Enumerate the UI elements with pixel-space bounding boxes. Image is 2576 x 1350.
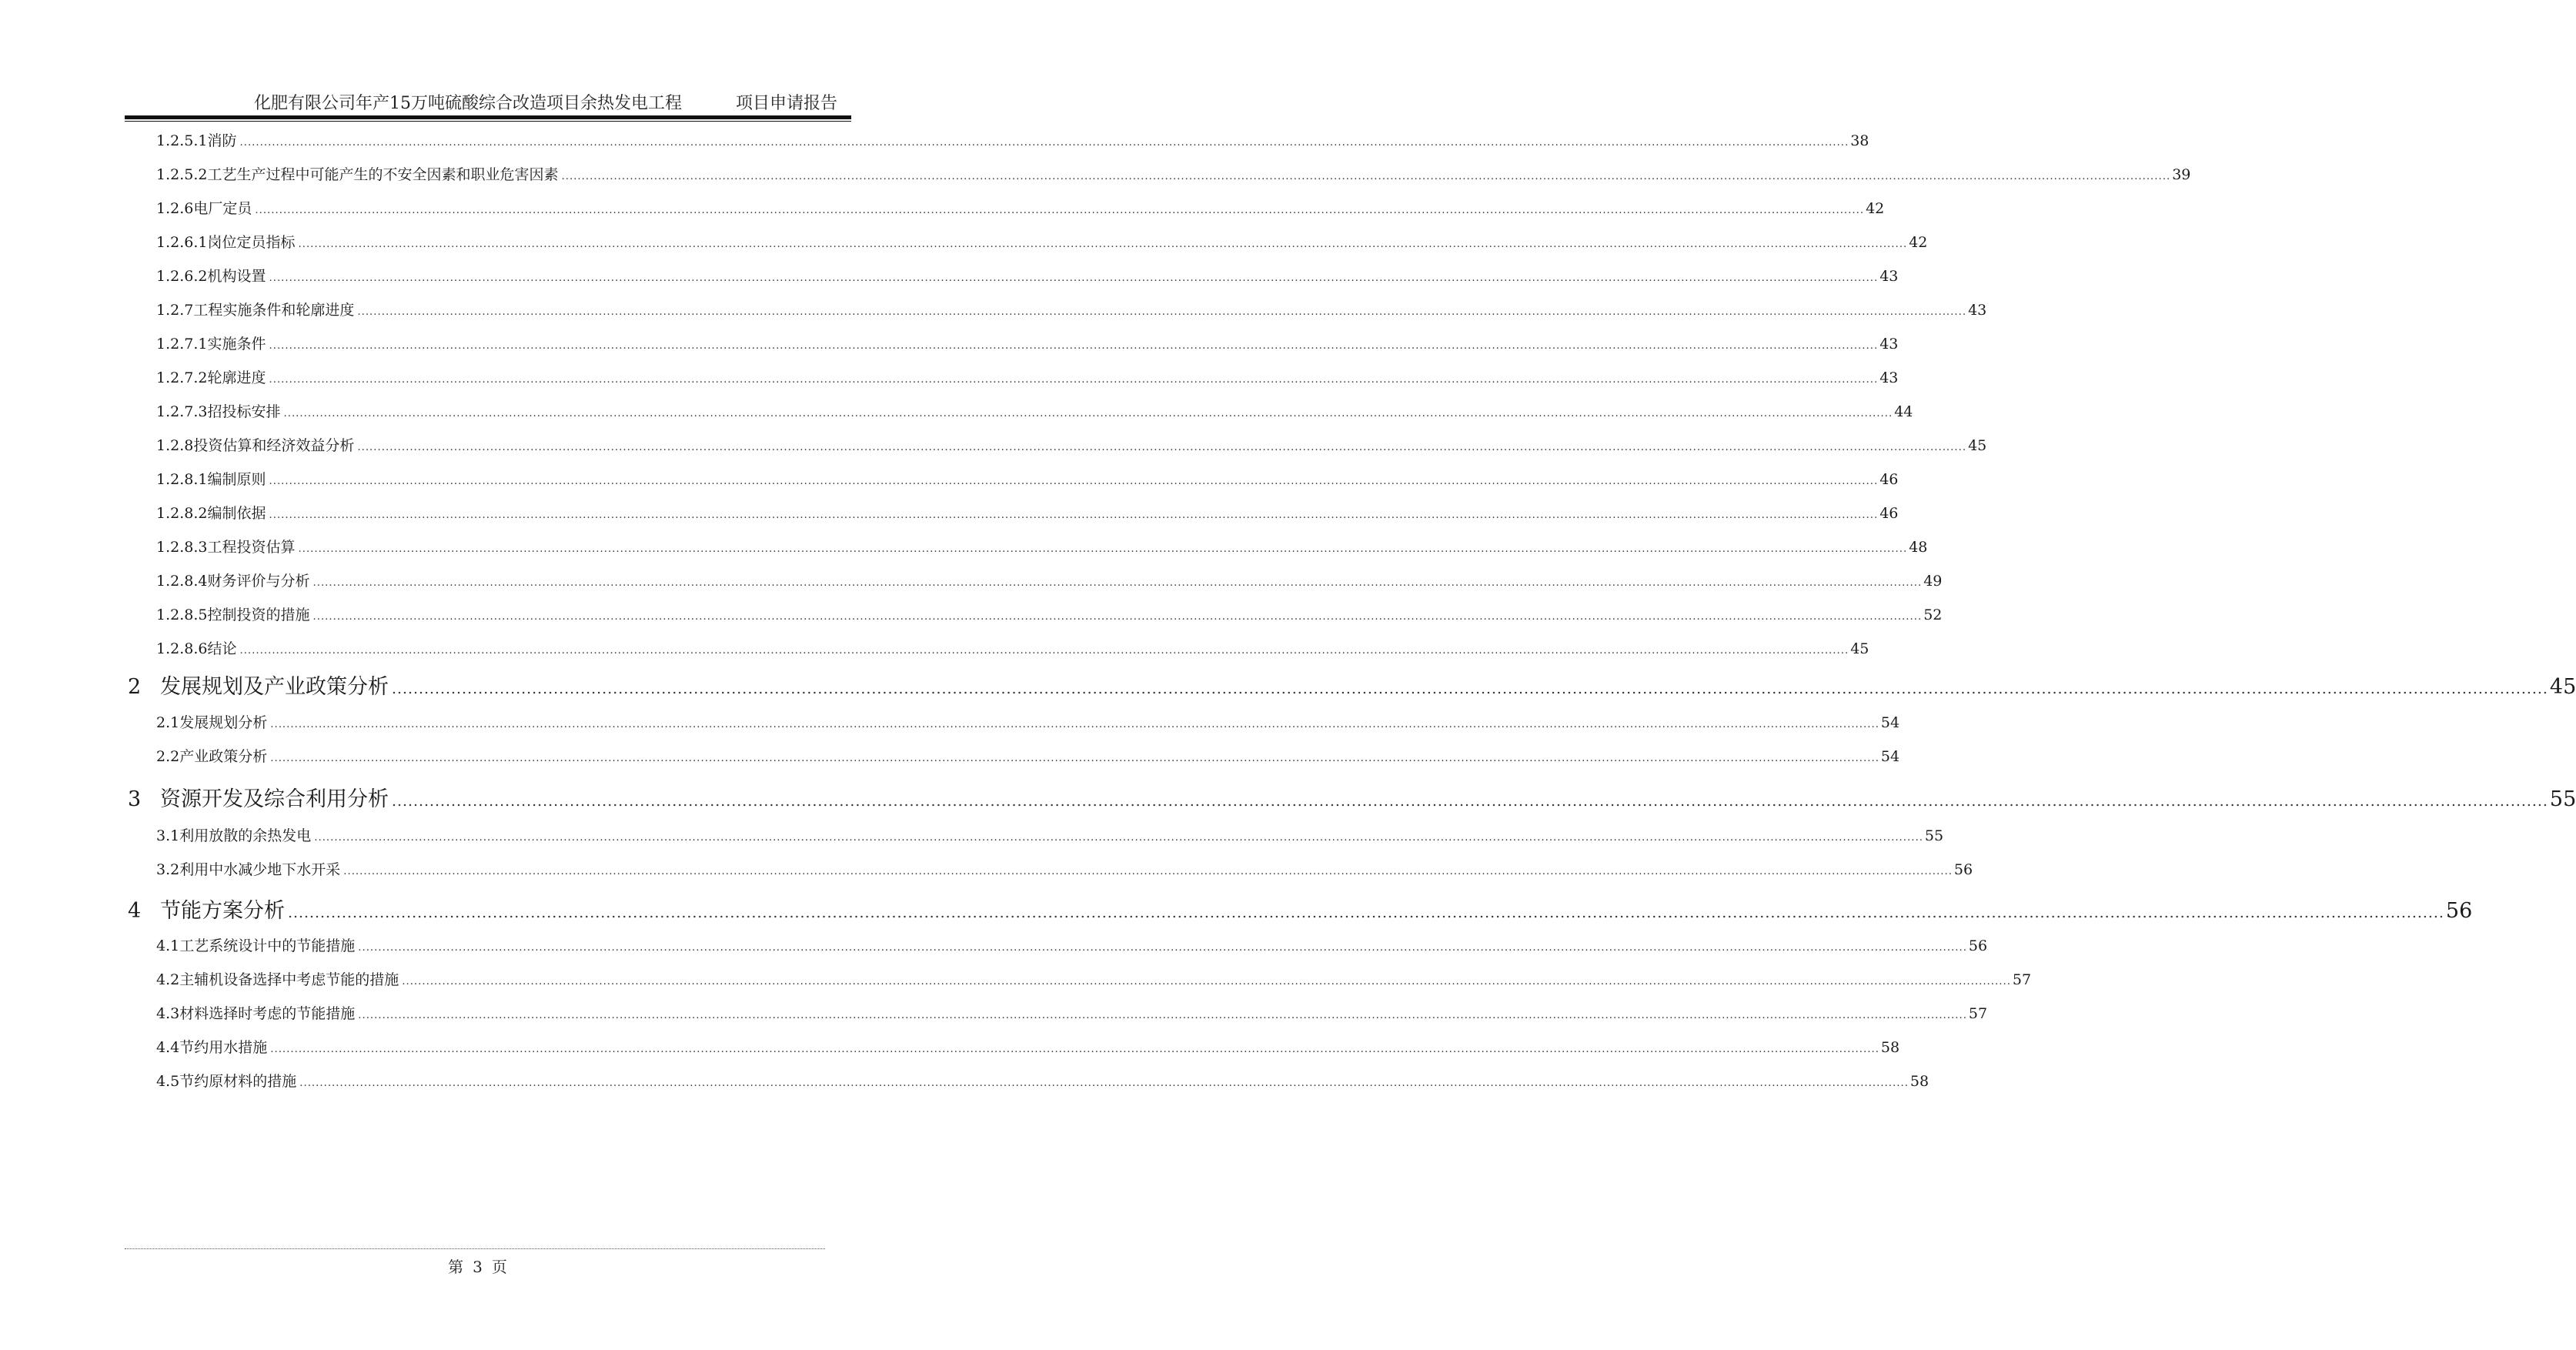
toc-entry-number: 2.1 xyxy=(156,714,180,731)
toc-entry-number: 1.2.6.2 xyxy=(156,268,208,285)
footer-prefix: 第 xyxy=(448,1258,464,1276)
toc-entry[interactable] xyxy=(156,163,2191,184)
toc-entry-leader-dots: ................................................................................................................................................................................................................................................................................................................................................................................................................ xyxy=(270,753,1879,764)
toc-entry-leader-dots: ................................................................................................................................................................................................................................................................................................................................................................................................................ xyxy=(270,1044,1879,1055)
toc-entry-number: 1.2.8.2 xyxy=(156,505,208,522)
toc-entry-leader-dots: ................................................................................................................................................................................................................................................................................................................................................................................................................ xyxy=(358,1010,1967,1021)
toc-entry-leader-dots: ................................................................................................................................................................................................................................................................................................................................................................................................................ xyxy=(269,476,1879,487)
toc-entry-page: 54 xyxy=(1880,748,1900,765)
toc-entry-number: 1.2.8 xyxy=(156,437,194,454)
toc-entry-number: 1.2.7.2 xyxy=(156,369,208,386)
toc-entry-title: 编制原则 xyxy=(207,471,266,488)
toc-entry-number: 4.4 xyxy=(156,1039,180,1056)
toc-entry[interactable] xyxy=(156,197,1885,218)
toc-entry-title: 利用放散的余热发电 xyxy=(179,827,312,844)
toc-entry-page: 38 xyxy=(1850,132,1869,149)
toc-entry-number: 1.2.5.2 xyxy=(156,166,208,183)
toc-entry[interactable] xyxy=(128,670,2576,700)
toc-entry-title: 电厂定员 xyxy=(193,200,252,217)
toc-entry[interactable] xyxy=(156,265,1899,286)
toc-entry[interactable] xyxy=(156,603,1943,624)
toc-entry-number: 3 xyxy=(128,787,142,811)
toc-entry[interactable] xyxy=(156,332,1899,353)
toc-entry-title: 节能方案分析 xyxy=(160,899,285,923)
footer-suffix: 页 xyxy=(491,1258,507,1276)
footer-page-number: 3 xyxy=(473,1258,483,1276)
toc-entry[interactable] xyxy=(156,299,1987,319)
toc-entry[interactable] xyxy=(128,782,2576,812)
toc-entry-title: 主辅机设备选择中考虑节能的措施 xyxy=(179,971,399,988)
toc-entry-number: 4.2 xyxy=(156,971,180,988)
toc-entry-leader-dots: ................................................................................................................................................................................................................................................................................................................................................................................................................ xyxy=(358,942,1967,954)
toc-entry-number: 1.2.8.6 xyxy=(156,640,208,657)
toc-entry-page: 43 xyxy=(1879,336,1899,353)
toc-entry-title: 岗位定员指标 xyxy=(207,234,296,251)
toc-entry-title: 工艺系统设计中的节能措施 xyxy=(179,937,356,954)
header-rule-thin xyxy=(125,121,851,122)
toc-entry-page: 49 xyxy=(1923,573,1943,590)
header-doc-type: 项目申请报告 xyxy=(735,94,837,113)
toc-entry-number: 1.2.5.1 xyxy=(156,132,208,149)
toc-entry[interactable] xyxy=(156,366,1899,387)
toc-entry-page: 43 xyxy=(1968,302,1987,319)
toc-entry[interactable] xyxy=(156,502,1899,523)
toc-entry-title: 编制依据 xyxy=(207,505,266,522)
toc-entry-page: 46 xyxy=(1879,505,1899,522)
toc-entry[interactable] xyxy=(156,1036,1900,1057)
toc-entry-page: 55 xyxy=(1924,827,1944,844)
toc-entry-title: 利用中水减少地下水开采 xyxy=(179,861,341,878)
toc-entry-leader-dots: ................................................................................................................................................................................................................................................................................................................................................................................................................ xyxy=(269,340,1879,352)
toc-entry-title: 轮廓进度 xyxy=(207,369,266,386)
toc-entry-leader-dots: ................................................................................................................................................................................................................................................................................................................................................................................................................ xyxy=(392,680,2548,697)
toc-entry-title: 消防 xyxy=(207,132,237,149)
toc-entry-title: 结论 xyxy=(207,640,237,657)
toc-entry-page: 57 xyxy=(2012,971,2032,988)
toc-entry-title: 投资估算和经济效益分析 xyxy=(193,437,355,454)
toc-entry-page: 55 xyxy=(2549,787,2576,811)
header-title: 化肥有限公司年产15万吨硫酸综合改造项目余热发电工程 xyxy=(254,94,682,113)
toc-entry-number: 1.2.8.1 xyxy=(156,471,208,488)
toc-entry-number: 1.2.8.4 xyxy=(156,573,208,590)
toc-entry-leader-dots: ................................................................................................................................................................................................................................................................................................................................................................................................................ xyxy=(299,1078,1909,1089)
toc-entry[interactable] xyxy=(156,711,1900,732)
toc-entry-leader-dots: ................................................................................................................................................................................................................................................................................................................................................................................................................ xyxy=(239,645,1849,657)
toc-entry-leader-dots: ................................................................................................................................................................................................................................................................................................................................................................................................................ xyxy=(314,832,1923,844)
toc-entry-number: 2 xyxy=(128,675,142,699)
toc-entry-page: 45 xyxy=(2549,675,2576,699)
toc-entry-title: 节约原材料的措施 xyxy=(179,1073,297,1090)
toc-entry-number: 3.2 xyxy=(156,861,180,878)
toc-entry-leader-dots: ................................................................................................................................................................................................................................................................................................................................................................................................................ xyxy=(357,306,1967,318)
toc-entry-page: 58 xyxy=(1909,1073,1929,1090)
toc-entry-title: 发展规划分析 xyxy=(179,714,268,731)
toc-entry-number: 1.2.7.1 xyxy=(156,336,208,353)
toc-entry[interactable] xyxy=(156,129,1869,150)
toc-entry-leader-dots: ................................................................................................................................................................................................................................................................................................................................................................................................................ xyxy=(298,239,1908,250)
toc-entry[interactable] xyxy=(156,231,1928,252)
toc-entry-title: 产业政策分析 xyxy=(179,748,268,765)
toc-entry-page: 58 xyxy=(1880,1039,1900,1056)
page-footer xyxy=(0,1255,955,1277)
toc-entry-leader-dots: ................................................................................................................................................................................................................................................................................................................................................................................................................ xyxy=(343,866,1953,877)
toc-entry-number: 4 xyxy=(128,899,142,923)
toc-entry-page: 43 xyxy=(1879,369,1899,386)
toc-entry-page: 43 xyxy=(1879,268,1899,285)
toc-entry-number: 1.2.6.1 xyxy=(156,234,208,251)
toc-entry-number: 3.1 xyxy=(156,827,180,844)
toc-entry-title: 控制投资的措施 xyxy=(207,606,310,623)
toc-entry[interactable] xyxy=(156,745,1900,766)
toc-entry-leader-dots: ................................................................................................................................................................................................................................................................................................................................................................................................................ xyxy=(298,543,1908,555)
toc-entry[interactable] xyxy=(156,968,2032,989)
toc-entry-title: 工艺生产过程中可能产生的不安全因素和职业危害因素 xyxy=(207,166,559,183)
toc-entry-title: 财务评价与分析 xyxy=(207,573,310,590)
toc-entry[interactable] xyxy=(156,400,1913,421)
toc-entry[interactable] xyxy=(156,858,1973,879)
toc-entry-leader-dots: ................................................................................................................................................................................................................................................................................................................................................................................................................ xyxy=(357,442,1967,453)
toc-entry[interactable] xyxy=(128,894,2473,924)
toc-entry-page: 54 xyxy=(1880,714,1900,731)
toc-entry-page: 52 xyxy=(1923,606,1943,623)
toc-entry[interactable] xyxy=(156,570,1943,590)
toc-entry[interactable] xyxy=(156,824,1944,845)
toc-entry-leader-dots: ................................................................................................................................................................................................................................................................................................................................................................................................................ xyxy=(312,611,1923,623)
toc-entry-page: 57 xyxy=(1968,1005,1988,1022)
toc-entry-leader-dots: ................................................................................................................................................................................................................................................................................................................................................................................................................ xyxy=(392,793,2548,810)
toc-entry-title: 节约用水措施 xyxy=(179,1039,268,1056)
toc-entry-number: 4.1 xyxy=(156,937,180,954)
toc-entry-leader-dots: ................................................................................................................................................................................................................................................................................................................................................................................................................ xyxy=(269,374,1879,386)
toc-entry-page: 42 xyxy=(1866,200,1885,217)
toc-entry[interactable] xyxy=(156,434,1987,455)
toc-entry-page: 44 xyxy=(1894,403,1913,420)
header-rule-thick xyxy=(125,115,851,119)
toc-entry-page: 46 xyxy=(1879,471,1899,488)
toc-entry[interactable] xyxy=(156,1002,1988,1023)
toc-entry-title: 实施条件 xyxy=(207,336,266,353)
toc-entry-leader-dots: ................................................................................................................................................................................................................................................................................................................................................................................................................ xyxy=(288,904,2444,921)
page-header xyxy=(125,87,851,115)
toc-entry-title: 机构设置 xyxy=(207,268,266,285)
toc-entry-page: 56 xyxy=(2445,899,2473,923)
toc-entry-number: 2.2 xyxy=(156,748,180,765)
toc-entry-title: 工程实施条件和轮廓进度 xyxy=(193,302,355,319)
footer-rule xyxy=(125,1248,825,1249)
toc-entry-number: 1.2.6 xyxy=(156,200,194,217)
toc-entry-page: 56 xyxy=(1968,937,1988,954)
toc-entry-number: 4.3 xyxy=(156,1005,180,1022)
toc-entry[interactable] xyxy=(156,637,1869,658)
toc-entry-leader-dots: ................................................................................................................................................................................................................................................................................................................................................................................................................ xyxy=(269,272,1879,284)
toc-entry[interactable] xyxy=(156,536,1928,556)
toc-entry[interactable] xyxy=(156,1070,1929,1091)
toc-entry-number: 1.2.7 xyxy=(156,302,194,319)
toc-entry-page: 39 xyxy=(2172,166,2191,183)
toc-entry[interactable] xyxy=(156,468,1899,489)
toc-entry-leader-dots: ................................................................................................................................................................................................................................................................................................................................................................................................................ xyxy=(402,976,2011,987)
toc-entry-leader-dots: ................................................................................................................................................................................................................................................................................................................................................................................................................ xyxy=(312,577,1923,589)
toc-entry-page: 42 xyxy=(1909,234,1928,251)
toc-entry-leader-dots: ................................................................................................................................................................................................................................................................................................................................................................................................................ xyxy=(270,719,1879,730)
toc-entry-title: 工程投资估算 xyxy=(207,539,296,556)
toc-entry-number: 1.2.8.3 xyxy=(156,539,208,556)
toc-entry-page: 56 xyxy=(1953,861,1973,878)
toc-entry-page: 45 xyxy=(1968,437,1987,454)
toc-entry-number: 1.2.7.3 xyxy=(156,403,208,420)
toc-entry-leader-dots: ................................................................................................................................................................................................................................................................................................................................................................................................................ xyxy=(283,408,1893,419)
toc-entry-page: 45 xyxy=(1850,640,1869,657)
toc-entry-title: 发展规划及产业政策分析 xyxy=(160,675,389,699)
toc-entry-leader-dots: ................................................................................................................................................................................................................................................................................................................................................................................................................ xyxy=(269,510,1879,521)
toc-entry-title: 材料选择时考虑的节能措施 xyxy=(179,1005,356,1022)
toc-entry-page: 48 xyxy=(1909,539,1928,556)
toc-entry-leader-dots: ................................................................................................................................................................................................................................................................................................................................................................................................................ xyxy=(255,205,1865,216)
toc-entry-leader-dots: ................................................................................................................................................................................................................................................................................................................................................................................................................ xyxy=(239,137,1849,149)
toc-entry[interactable] xyxy=(156,934,1988,955)
toc-entry-number: 1.2.8.5 xyxy=(156,606,208,623)
toc-entry-title: 资源开发及综合利用分析 xyxy=(160,787,389,811)
toc-entry-title: 招投标安排 xyxy=(207,403,281,420)
toc-entry-leader-dots: ................................................................................................................................................................................................................................................................................................................................................................................................................ xyxy=(561,171,2171,182)
toc-entry-number: 4.5 xyxy=(156,1073,180,1090)
